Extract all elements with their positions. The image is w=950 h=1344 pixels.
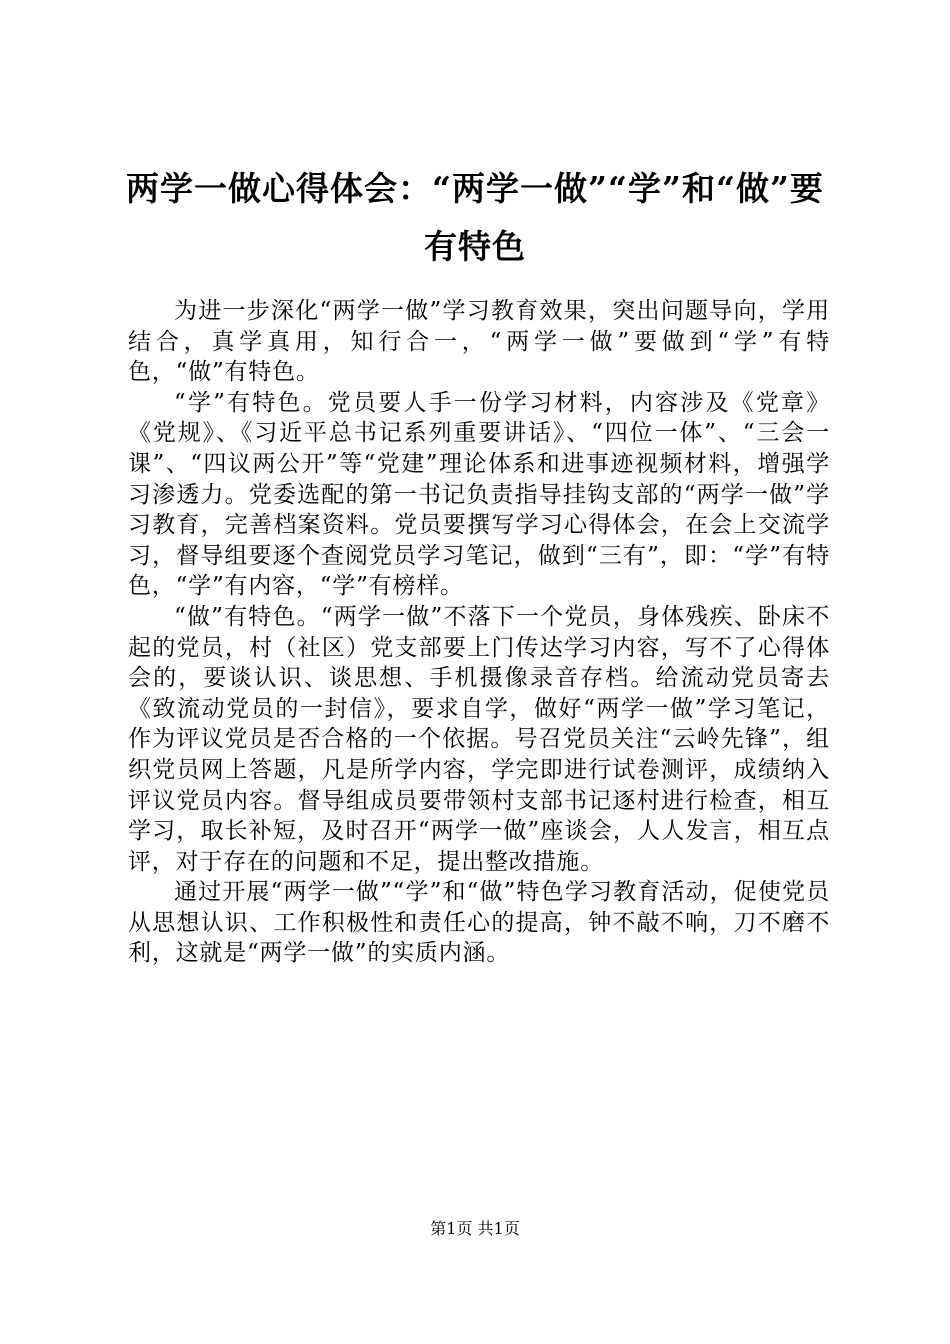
document-body <box>128 296 830 969</box>
paragraph-study: “学”有特色。党员要人手一份学习材料，内容涉及《党章》《党规》、《习近平总书记系列重要讲话》、“四位一体”、“三会一课”、“四议两公开”等“党建”理论体系和进事迹视频材料，增强学习渗透力。党委选配的第一书记负责指导挂钩支部的“两学一做”学习教育，完善档案资料。党员要撰写学习心得体会，在会上交流学习，督导组要逐个查阅党员学习笔记，做到“三有”，即：“学”有特色，“学”有内容，“学”有榜样。 <box>128 389 830 600</box>
paragraph-intro: 为进一步深化“两学一做”学习教育效果，突出问题导向，学用结合，真学真用，知行合一，“两学一做”要做到“学”有特色，“做”有特色。 <box>128 298 830 386</box>
page-number-footer: 第1页 共1页 <box>430 1219 520 1238</box>
paragraph-conclusion: 通过开展“两学一做”“学”和“做”特色学习教育活动，促使党员从思想认识、工作积极性和责任心的提高，钟不敲不响，刀不磨不利，这就是“两学一做”的实质内涵。 <box>128 879 830 967</box>
document-title: 两学一做心得体会：“两学一做”“学”和“做”要有特色 <box>126 169 824 266</box>
paragraph-practice: “做”有特色。“两学一做”不落下一个党员，身体残疾、卧床不起的党员，村（社区）党支部要上门传达学习内容，写不了心得体会的，要谈认识、谈思想、手机摄像录音存档。给流动党员寄去《致流动党员的一封信》，要求自学，做好“两学一做”学习笔记，作为评议党员是否合格的一个依据。号召党员关注“云岭先锋”，组织党员网上答题，凡是所学内容，学完即进行试卷测评，成绩纳入评议党员内容。督导组成员要带领村支部书记逐村进行检查，相互学习，取长补短，及时召开“两学一做”座谈会，人人发言，相互点评，对于存在的问题和不足，提出整改措施。 <box>128 603 830 875</box>
